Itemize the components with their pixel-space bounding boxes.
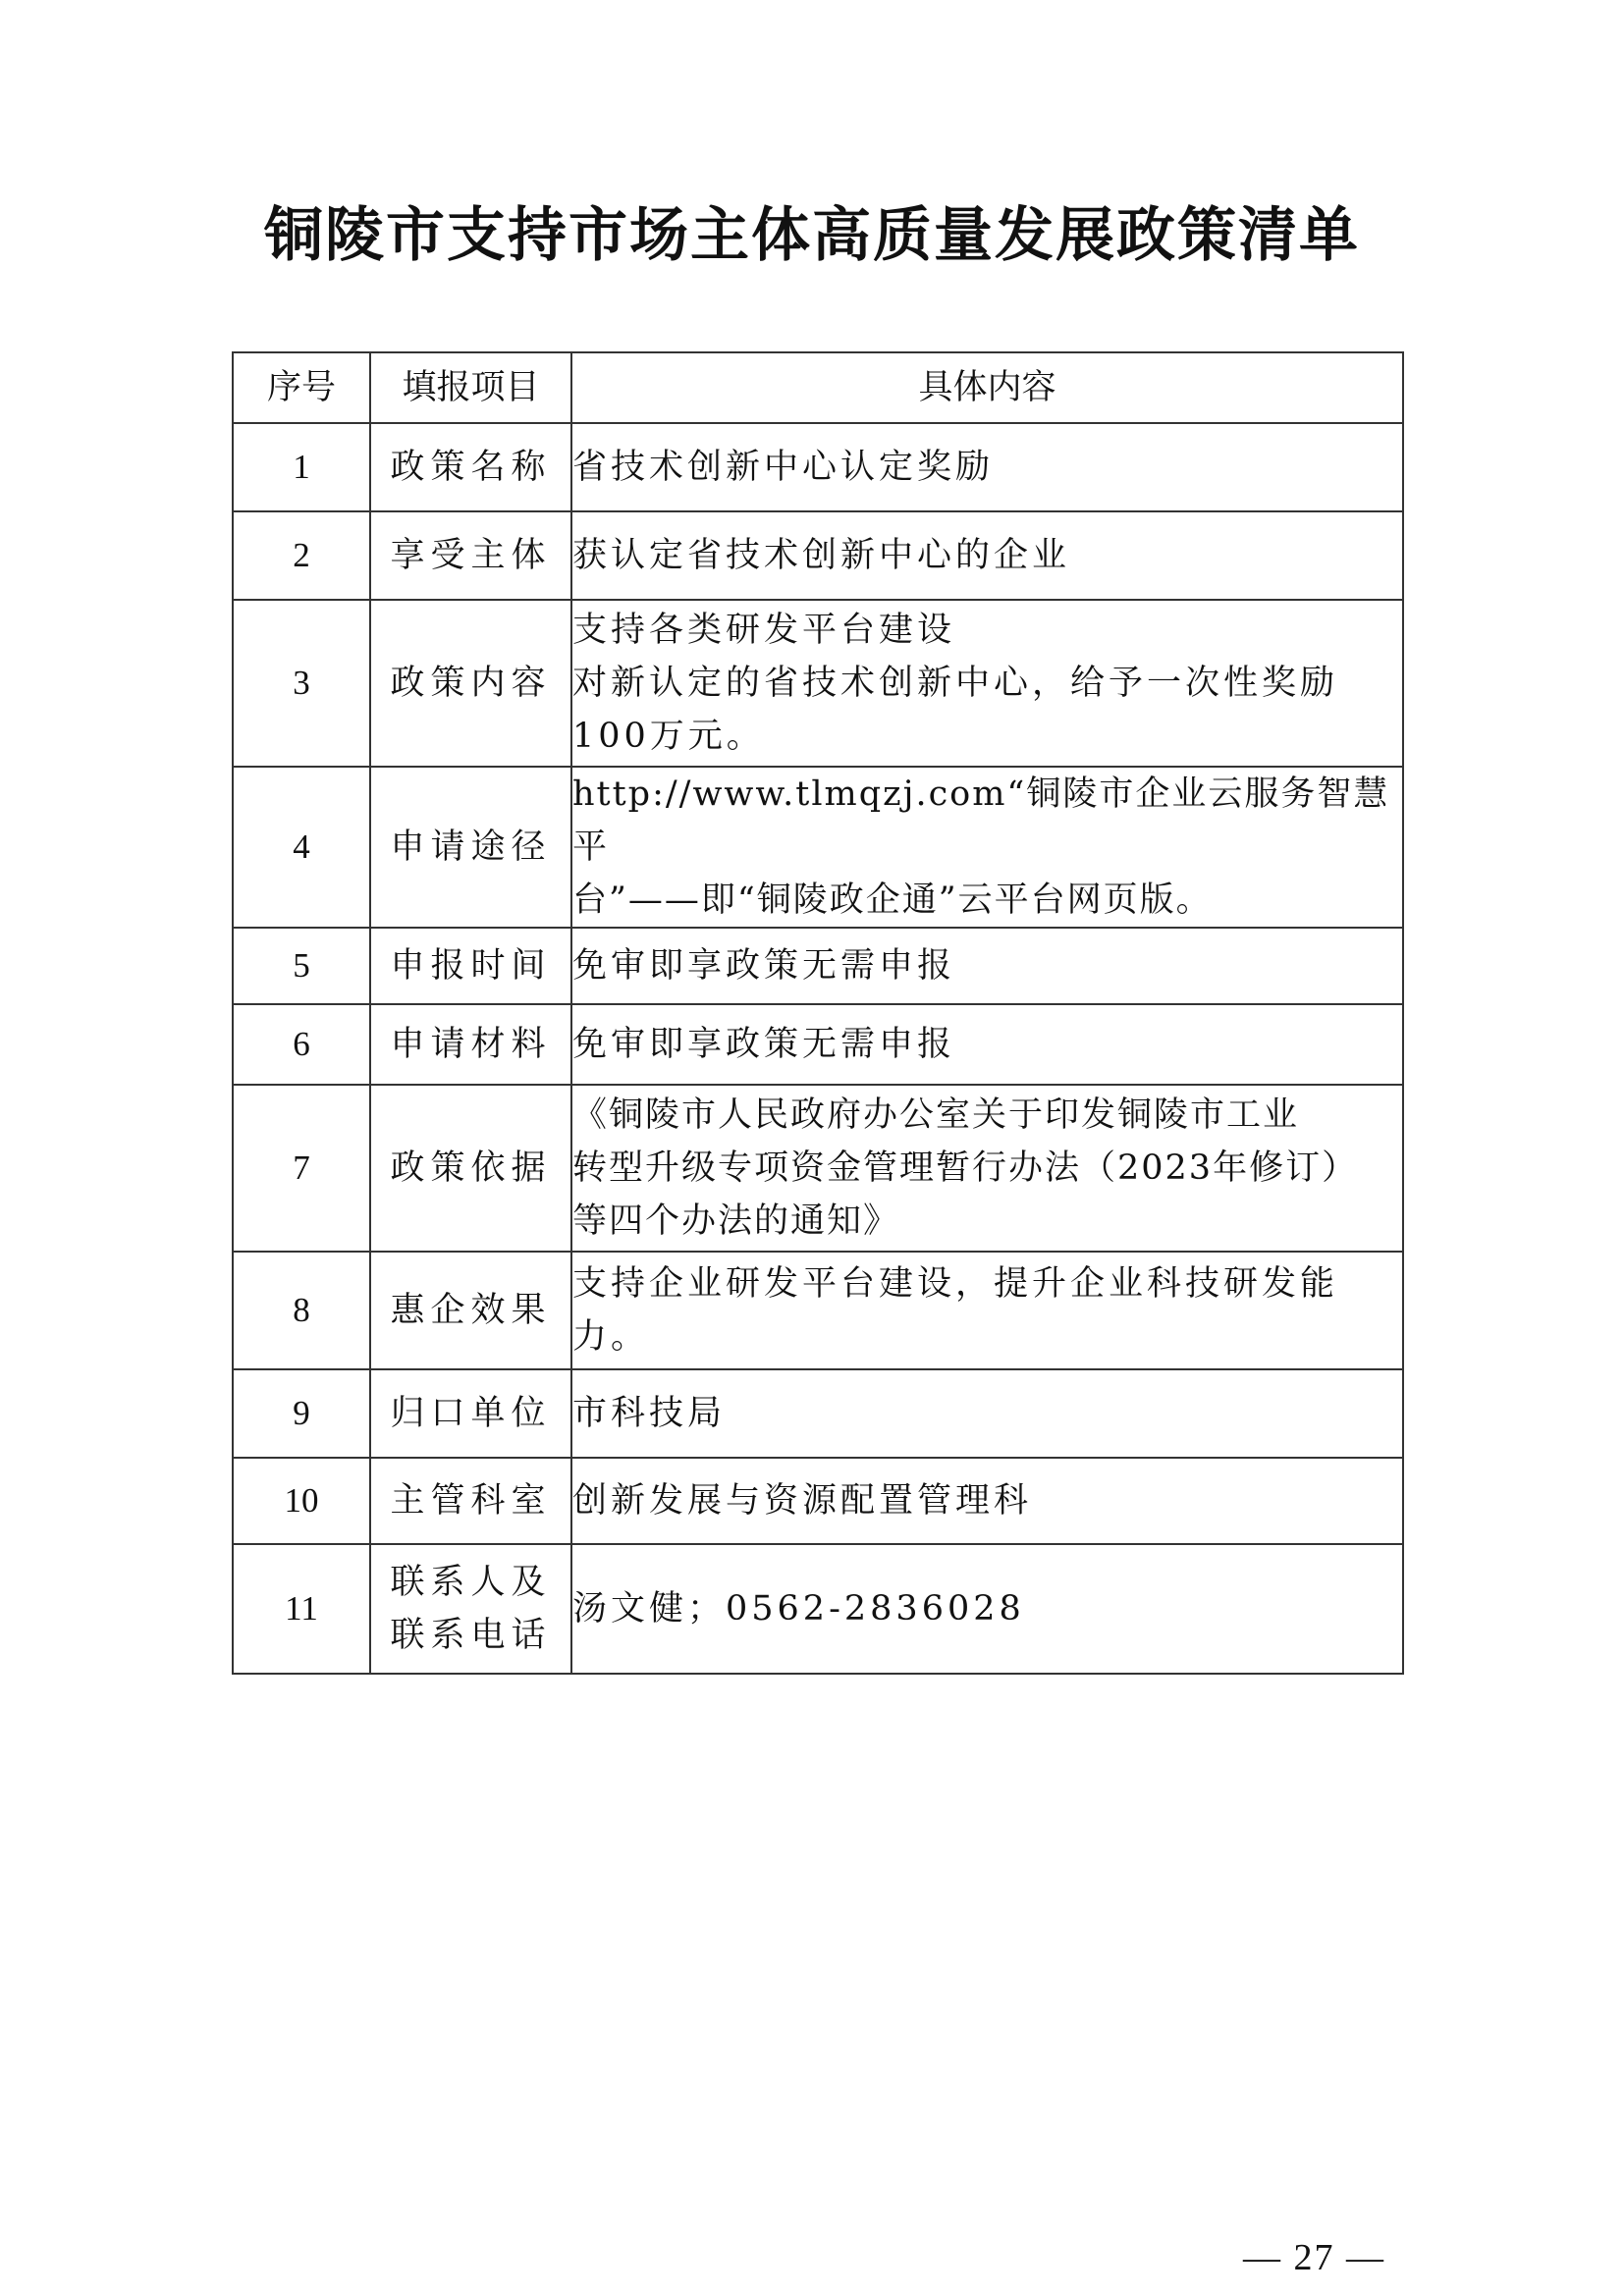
content-line: 《铜陵市人民政府办公室关于印发铜陵市工业	[572, 1095, 1300, 1135]
table-row	[233, 511, 1403, 600]
content-line: 汤文健；0562-2836028	[572, 1589, 1025, 1629]
row-no: 4	[233, 767, 370, 928]
row-content	[571, 1544, 1403, 1674]
table-row	[233, 928, 1403, 1004]
row-no: 11	[233, 1544, 370, 1674]
row-no: 5	[233, 928, 370, 1004]
row-content	[571, 928, 1403, 1004]
table-row	[233, 1085, 1403, 1252]
row-item: 申请材料	[370, 1004, 571, 1085]
row-content	[571, 423, 1403, 511]
table-row	[233, 1458, 1403, 1544]
content-line: 省技术创新中心认定奖励	[572, 448, 995, 487]
header-no: 序号	[233, 352, 370, 423]
document-title: 铜陵市支持市场主体高质量发展政策清单	[264, 201, 1360, 270]
row-content	[571, 1458, 1403, 1544]
table-row	[233, 1369, 1403, 1458]
row-item: 政策依据	[370, 1085, 571, 1252]
table-row	[233, 1004, 1403, 1085]
row-item: 享受主体	[370, 511, 571, 600]
row-item	[370, 1544, 571, 1674]
row-no: 3	[233, 600, 370, 767]
row-no: 8	[233, 1252, 370, 1369]
table-row	[233, 423, 1403, 511]
row-item: 归口单位	[370, 1369, 571, 1458]
row-content	[571, 1252, 1403, 1369]
header-content: 具体内容	[571, 352, 1403, 423]
row-item: 政策名称	[370, 423, 571, 511]
row-item: 惠企效果	[370, 1252, 571, 1369]
content-line: 获认定省技术创新中心的企业	[572, 536, 1071, 575]
content-line: 免审即享政策无需申报	[572, 946, 956, 986]
row-item: 政策内容	[370, 600, 571, 767]
content-line: 市科技局	[572, 1394, 727, 1433]
row-content	[571, 767, 1403, 928]
row-no: 10	[233, 1458, 370, 1544]
row-content	[571, 1369, 1403, 1458]
content-line: 创新发展与资源配置管理科	[572, 1481, 1033, 1521]
row-content	[571, 1085, 1403, 1252]
table-row	[233, 1252, 1403, 1369]
table-header-row	[233, 352, 1403, 423]
content-line: 力。	[572, 1317, 650, 1357]
content-line: 对新认定的省技术创新中心，给予一次性奖励	[572, 664, 1339, 703]
item-line: 联系电话	[390, 1616, 552, 1655]
content-line: 等四个办法的通知》	[572, 1201, 900, 1241]
row-item: 申请途径	[370, 767, 571, 928]
header-item: 填报项目	[370, 352, 571, 423]
table-row	[233, 600, 1403, 767]
row-no: 6	[233, 1004, 370, 1085]
item-line: 联系人及	[390, 1563, 552, 1602]
content-line: 台”——即“铜陵政企通”云平台网页版。	[572, 881, 1213, 920]
row-item: 主管科室	[370, 1458, 571, 1544]
content-line: 100万元。	[572, 717, 765, 756]
row-no: 9	[233, 1369, 370, 1458]
row-item: 申报时间	[370, 928, 571, 1004]
content-line: 支持企业研发平台建设，提升企业科技研发能	[572, 1264, 1339, 1304]
row-content	[571, 600, 1403, 767]
table-row	[233, 1544, 1403, 1674]
content-line: 免审即享政策无需申报	[572, 1025, 956, 1064]
table-row	[233, 767, 1403, 928]
page-number: — 27 —	[1243, 2237, 1385, 2278]
content-line: 支持各类研发平台建设	[572, 611, 956, 650]
row-content	[571, 1004, 1403, 1085]
content-line: 转型升级专项资金管理暂行办法（2023年修订）	[572, 1148, 1359, 1188]
row-no: 7	[233, 1085, 370, 1252]
policy-table	[232, 351, 1404, 1675]
content-line: http://www.tlmqzj.com“铜陵市企业云服务智慧平	[572, 774, 1390, 867]
row-no: 1	[233, 423, 370, 511]
row-content	[571, 511, 1403, 600]
row-no: 2	[233, 511, 370, 600]
